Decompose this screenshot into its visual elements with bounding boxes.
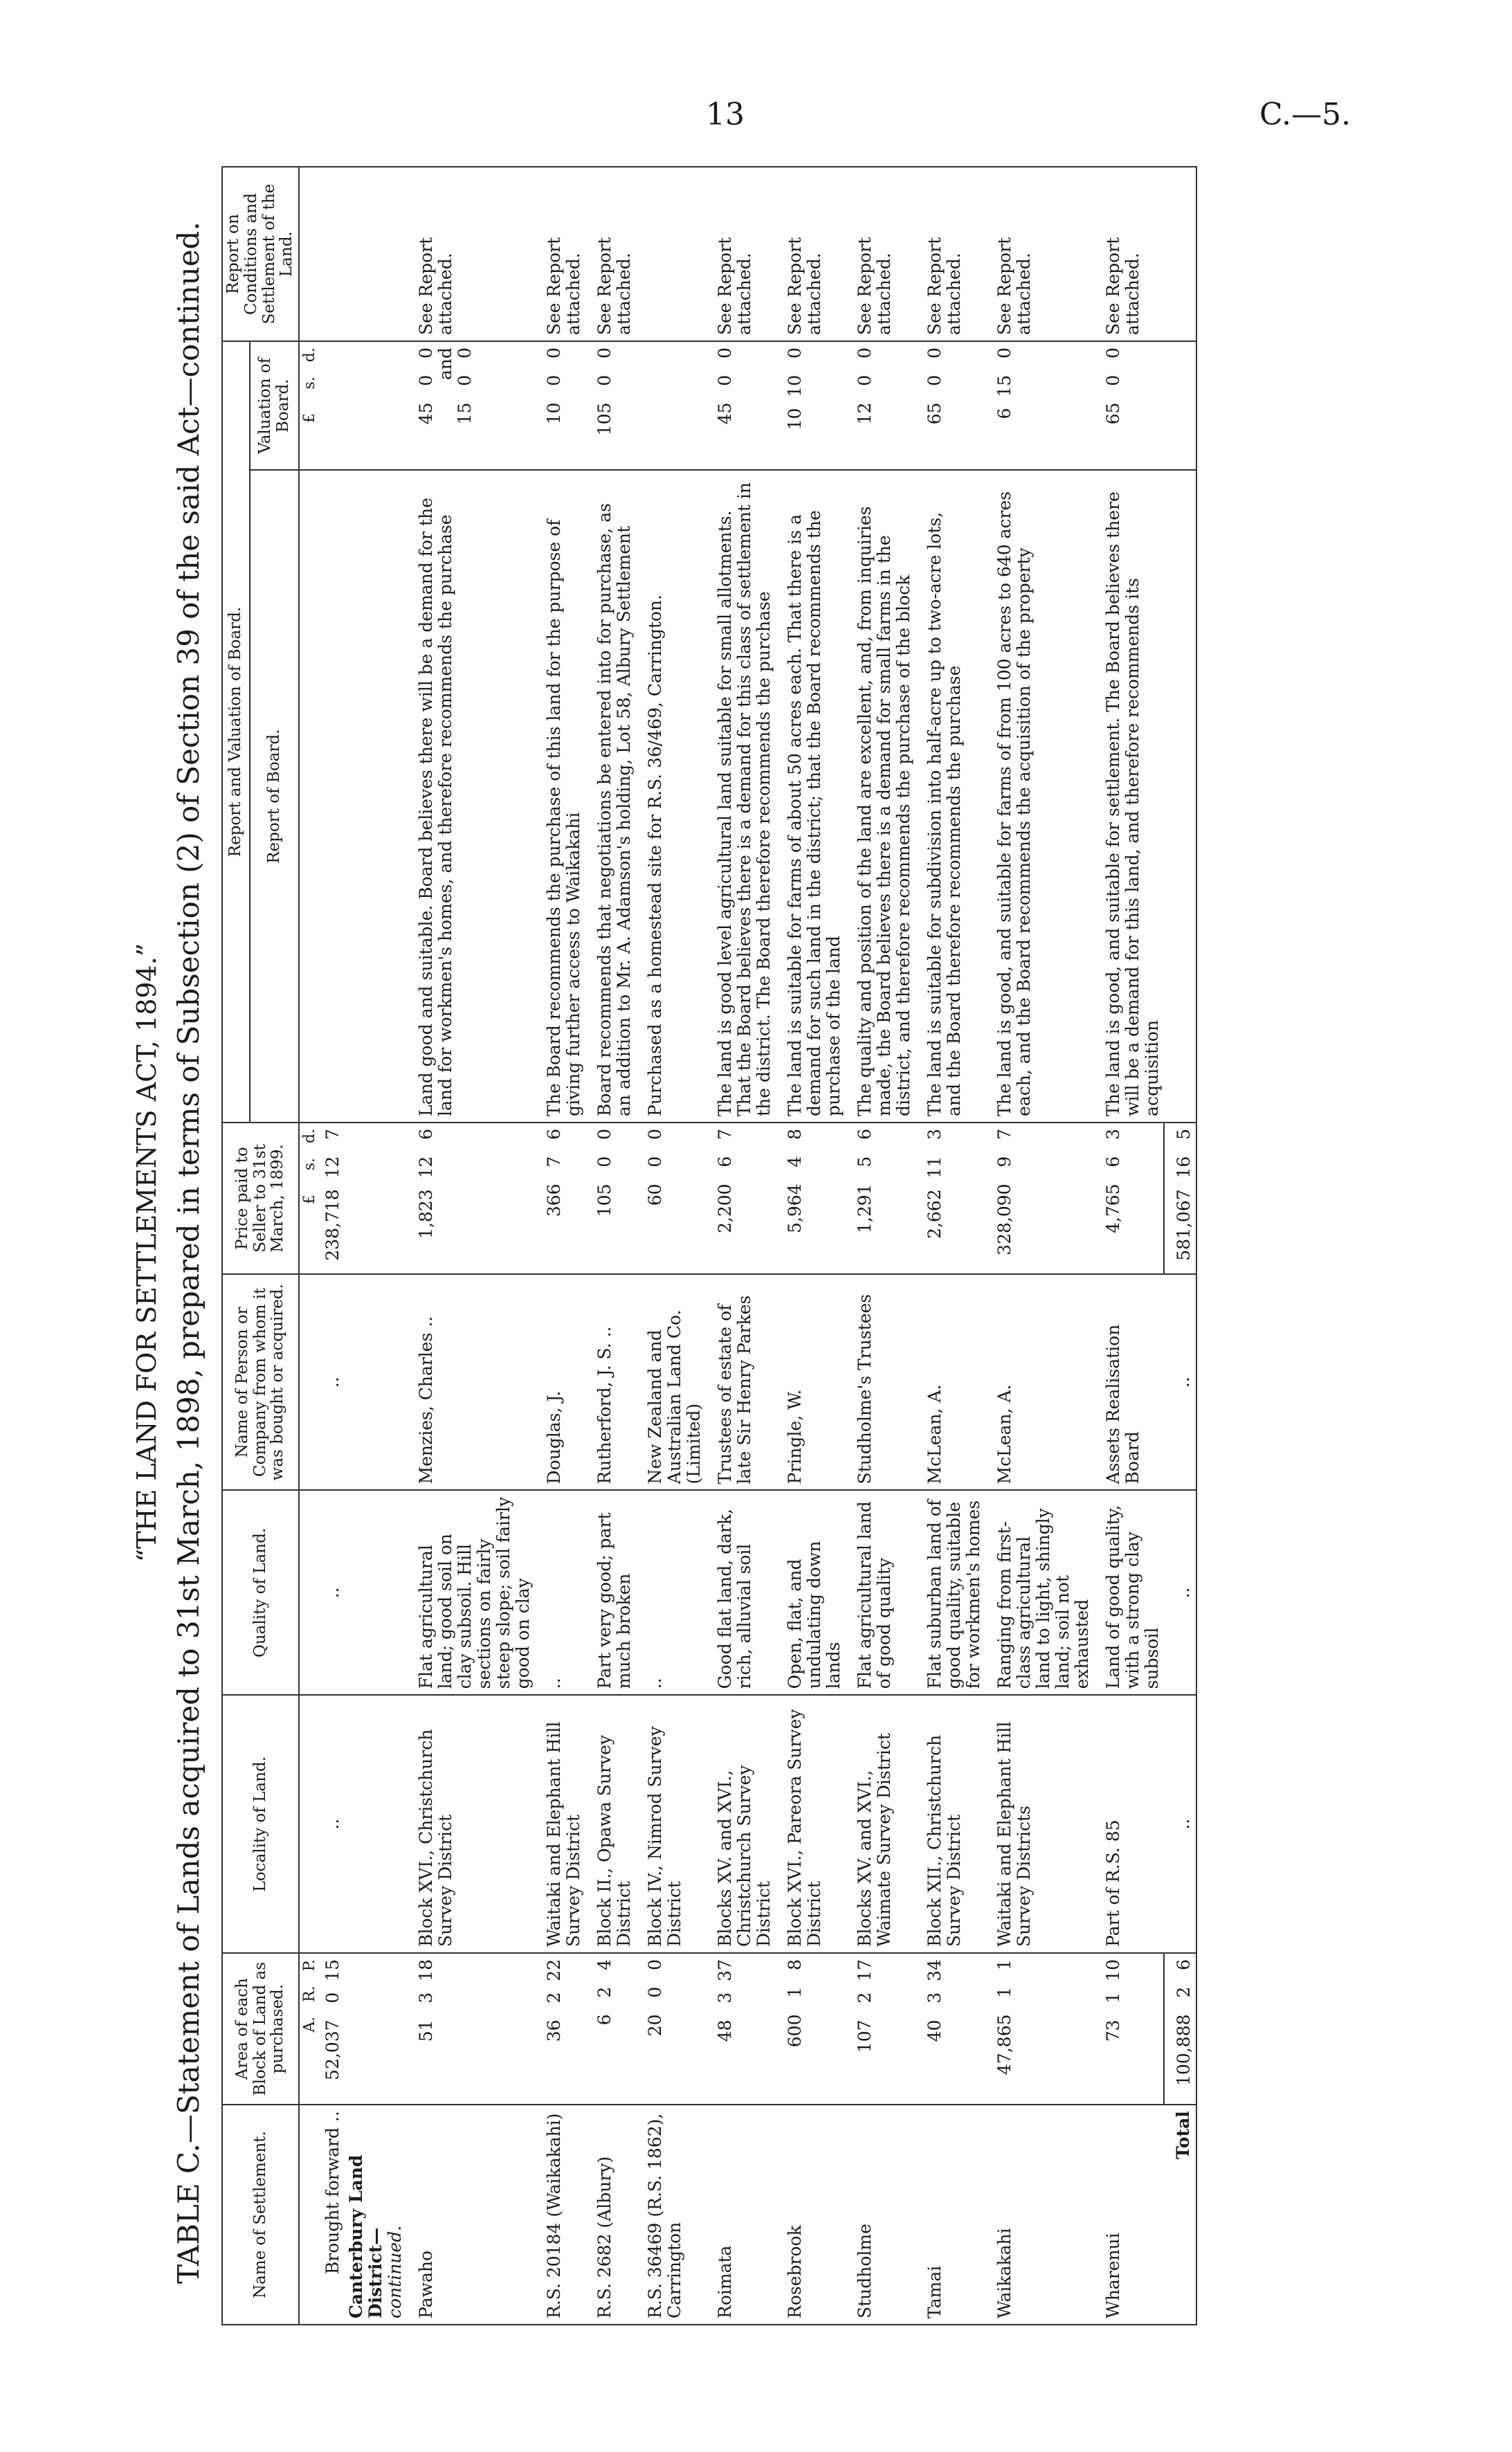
cell-price: 5,964 4 8 — [776, 1123, 846, 1274]
cell-valuation: 10 0 0 — [535, 341, 585, 470]
cell-locality: Block XVI., Pareora Survey District — [776, 1695, 846, 1953]
cell-quality: .. — [636, 1490, 706, 1695]
cell-quality: Flat agricultural land of good quality — [846, 1490, 916, 1695]
cell-valuation: 65 0 0 — [916, 341, 985, 470]
table-row — [776, 167, 846, 2325]
cell-report: The land is good, and suitable for farms of from 100 acres to 640 acres each, and the Board recommends the acquisition of the property — [985, 470, 1094, 1123]
table-row — [985, 167, 1094, 2325]
col-area-header: Area of each Block of Land as purchased. — [222, 1953, 299, 2105]
cell-area: 107 2 17 — [846, 1953, 916, 2105]
cell-price: 2,200 6 7 — [706, 1123, 776, 1274]
cell-name: Tamai — [916, 2105, 985, 2325]
price-units: £ s. d. — [299, 1123, 321, 1274]
cell-locality: Blocks XV. and XVI., Christchurch Survey District — [706, 1695, 776, 1953]
col-report-group-header: Report and Valuation of Board. — [222, 341, 250, 1123]
brought-forward-area: 52,037 0 15 — [321, 1953, 345, 2105]
cell-conditions: See Report attached. — [776, 167, 846, 341]
total-quality: .. — [1164, 1490, 1196, 1695]
cell-person: New Zealand and Australian Land Co. (Limited) — [636, 1274, 706, 1490]
cell-person: Pringle, W. — [776, 1274, 846, 1490]
brought-forward-label: Brought forward .. — [321, 2105, 345, 2325]
total-price: 581,067 16 5 — [1164, 1123, 1196, 1274]
cell-conditions: See Report attached. — [846, 167, 916, 341]
rotated-page — [131, 0, 1398, 2325]
cell-area: 600 1 8 — [776, 1953, 846, 2105]
cell-report: The land is suitable for subdivision into half-acre up to two-acre lots, and the Board therefore recommends the purchase — [916, 470, 985, 1123]
cell-name: Rosebrook — [776, 2105, 846, 2325]
total-area: 100,888 2 6 — [1164, 1953, 1196, 2105]
cell-name: Pawaho — [407, 2105, 535, 2325]
cell-locality: Block XII., Christchurch Survey District — [916, 1695, 985, 1953]
brought-forward-row — [321, 167, 345, 2325]
cell-report: The land is good level agricultural land suitable for small allotments. That the Board believes there is a demand for this class of settlement in the district. The Board therefore recommends the purchase — [706, 470, 776, 1123]
cell-quality: Flat suburban land of good quality, suitable for workmen's homes — [916, 1490, 985, 1695]
cell-price: 1,291 5 6 — [846, 1123, 916, 1274]
cell-valuation: 10 10 0 — [776, 341, 846, 470]
cell-conditions: See Report attached. — [916, 167, 985, 341]
cell-price: 105 0 0 — [585, 1123, 636, 1274]
cell-name: Wharenui — [1094, 2105, 1164, 2325]
cell-valuation: 12 0 0 — [846, 341, 916, 470]
cell-conditions: See Report attached. — [706, 167, 776, 341]
total-row — [1164, 167, 1196, 2325]
district-heading: Canterbury Land District— — [345, 2154, 385, 2318]
district-heading-row — [345, 167, 407, 2325]
cell-price: 1,823 12 6 — [407, 1123, 535, 1274]
cell-report: Board recommends that negotiations be entered into for purchase, as an addition to Mr. A. Adamson's holding, Lot 58, Albury Settlement — [585, 470, 636, 1123]
table-row — [636, 167, 706, 2325]
col-person-header: Name of Person or Company from whom it was bought or acquired. — [222, 1274, 299, 1490]
cell-area: 47,865 1 1 — [985, 1953, 1094, 2105]
cell-conditions: See Report attached. — [1094, 167, 1164, 341]
document-reference: C.—5. — [1259, 97, 1351, 132]
cell-locality: Part of R.S. 85 — [1094, 1695, 1164, 1953]
cell-conditions: See Report attached. — [407, 167, 535, 341]
cell-valuation: 45 0 0 and 15 0 0 — [407, 341, 535, 470]
cell-locality: Block IV., Nimrod Survey District — [636, 1695, 706, 1953]
cell-quality: Flat agricultural land; good soil on clay subsoil. Hill sections on fairly steep slope; soil fairly good on clay — [407, 1490, 535, 1695]
cell-valuation: 45 0 0 — [706, 341, 776, 470]
cell-name: Waikakahi — [985, 2105, 1094, 2325]
col-conditions-header: Report on Conditions and Settlement of the Land. — [222, 167, 299, 341]
cell-report: The quality and position of the land are excellent, and, from inquiries made, the Board believes there is a demand for small farms in the district, and therefore recommends the purchase of the block — [846, 470, 916, 1123]
brought-forward-quality: .. — [321, 1490, 345, 1695]
col-locality-header: Locality of Land. — [222, 1695, 299, 1953]
settlement-table — [221, 166, 1197, 2325]
cell-name: R.S. 36469 (R.S. 1862), Carrington — [636, 2105, 706, 2325]
brought-forward-locality: .. — [321, 1695, 345, 1953]
cell-conditions: See Report attached. — [535, 167, 585, 341]
cell-report: The Board recommends the purchase of this land for the purpose of giving further access to Waikakahi — [535, 470, 585, 1123]
cell-locality: Blocks XV. and XVI., Waimate Survey District — [846, 1695, 916, 1953]
cell-person: McLean, A. — [916, 1274, 985, 1490]
cell-price: 4,765 6 3 — [1094, 1123, 1164, 1274]
cell-area: 73 1 10 — [1094, 1953, 1164, 2105]
cell-person: Assets Realisation Board — [1094, 1274, 1164, 1490]
cell-name: Studholme — [846, 2105, 916, 2325]
cell-quality: Ranging from first-class agricultural land to light, shingly land; soil not exhausted — [985, 1490, 1094, 1695]
cell-locality: Waitaki and Elephant Hill Survey Districts — [985, 1695, 1094, 1953]
act-title: “THE LAND FOR SETTLEMENTS ACT, 1894.” — [131, 943, 162, 1563]
col-quality-header: Quality of Land. — [222, 1490, 299, 1695]
table-row — [706, 167, 776, 2325]
area-units: A. R. P. — [299, 1953, 321, 2105]
cell-locality: Block II., Opawa Survey District — [585, 1695, 636, 1953]
cell-person: Trustees of estate of late Sir Henry Parkes — [706, 1274, 776, 1490]
cell-name: R.S. 20184 (Waikakahi) — [535, 2105, 585, 2325]
cell-price: 366 7 6 — [535, 1123, 585, 1274]
col-report-header: Report of Board. — [250, 470, 299, 1123]
cell-person: Menzies, Charles .. — [407, 1274, 535, 1490]
table-row — [407, 167, 535, 2325]
total-person: .. — [1164, 1274, 1196, 1490]
table-row — [535, 167, 585, 2325]
total-locality: .. — [1164, 1695, 1196, 1953]
cell-price: 328,090 9 7 — [985, 1123, 1094, 1274]
cell-quality: Open, flat, and undulating down lands — [776, 1490, 846, 1695]
cell-person: Douglas, J. — [535, 1274, 585, 1490]
cell-report: The land is good, and suitable for settlement. The Board believes there will be a demand for this land, and therefore recommends its acquisition — [1094, 470, 1164, 1123]
cell-quality: Good flat land, dark, rich, alluvial soil — [706, 1490, 776, 1695]
page-number: 13 — [706, 97, 745, 132]
cell-name: Roimata — [706, 2105, 776, 2325]
col-name-header: Name of Settlement. — [222, 2105, 299, 2325]
cell-quality: Part very good; part much broken — [585, 1490, 636, 1695]
cell-conditions: See Report attached. — [985, 167, 1094, 341]
table-row — [1094, 167, 1164, 2325]
cell-area: 51 3 18 — [407, 1953, 535, 2105]
cell-area: 6 2 4 — [585, 1953, 636, 2105]
cell-person: Studholme's Trustees — [846, 1274, 916, 1490]
col-price-header: Price paid to Seller to 31st March, 1899. — [222, 1123, 299, 1274]
district-continued: continued. — [384, 2225, 405, 2318]
cell-locality: Waitaki and Elephant Hill Survey District — [535, 1695, 585, 1953]
cell-report: Purchased as a homestead site for R.S. 36/469, Carrington. — [636, 470, 706, 1123]
cell-valuation: 6 15 0 — [985, 341, 1094, 470]
cell-price: 60 0 0 — [636, 1123, 706, 1274]
cell-valuation: 65 0 0 — [1094, 341, 1164, 470]
brought-forward-price: 238,718 12 7 — [321, 1123, 345, 1274]
cell-area: 36 2 22 — [535, 1953, 585, 2105]
cell-valuation: 105 0 0 — [585, 341, 636, 470]
table-title: TABLE C.—Statement of Lands acquired to 31st March, 1898, prepared in terms of Subsection (2) of Section 39 of the said Act—continued. — [172, 221, 206, 2284]
cell-conditions — [636, 167, 706, 341]
cell-quality: Land of good quality, with a strong clay subsoil — [1094, 1490, 1164, 1695]
cell-quality: .. — [535, 1490, 585, 1695]
table-row — [916, 167, 985, 2325]
cell-area: 48 3 37 — [706, 1953, 776, 2105]
total-name: Total — [1164, 2105, 1196, 2325]
valuation-units: £ s. d. — [299, 341, 321, 470]
cell-locality: Block XVI., Christchurch Survey District — [407, 1695, 535, 1953]
brought-forward-person: .. — [321, 1274, 345, 1490]
table-row — [846, 167, 916, 2325]
table-row — [585, 167, 636, 2325]
cell-person: McLean, A. — [985, 1274, 1094, 1490]
cell-report: Land good and suitable. Board believes there will be a demand for the land for workmen's homes, and therefore recommends the purchase — [407, 470, 535, 1123]
table-body — [299, 167, 1196, 2325]
cell-name: R.S. 2682 (Albury) — [585, 2105, 636, 2325]
units-row — [299, 167, 321, 2325]
cell-valuation — [636, 341, 706, 470]
cell-report: The land is suitable for farms of about 50 acres each. That there is a demand for such land in the district; that the Board recommends the purchase of the land — [776, 470, 846, 1123]
cell-price: 2,662 11 3 — [916, 1123, 985, 1274]
cell-area: 40 3 34 — [916, 1953, 985, 2105]
cell-conditions: See Report attached. — [585, 167, 636, 341]
cell-person: Rutherford, J. S. .. — [585, 1274, 636, 1490]
cell-area: 20 0 0 — [636, 1953, 706, 2105]
col-valuation-header: Valuation of Board. — [250, 341, 299, 470]
